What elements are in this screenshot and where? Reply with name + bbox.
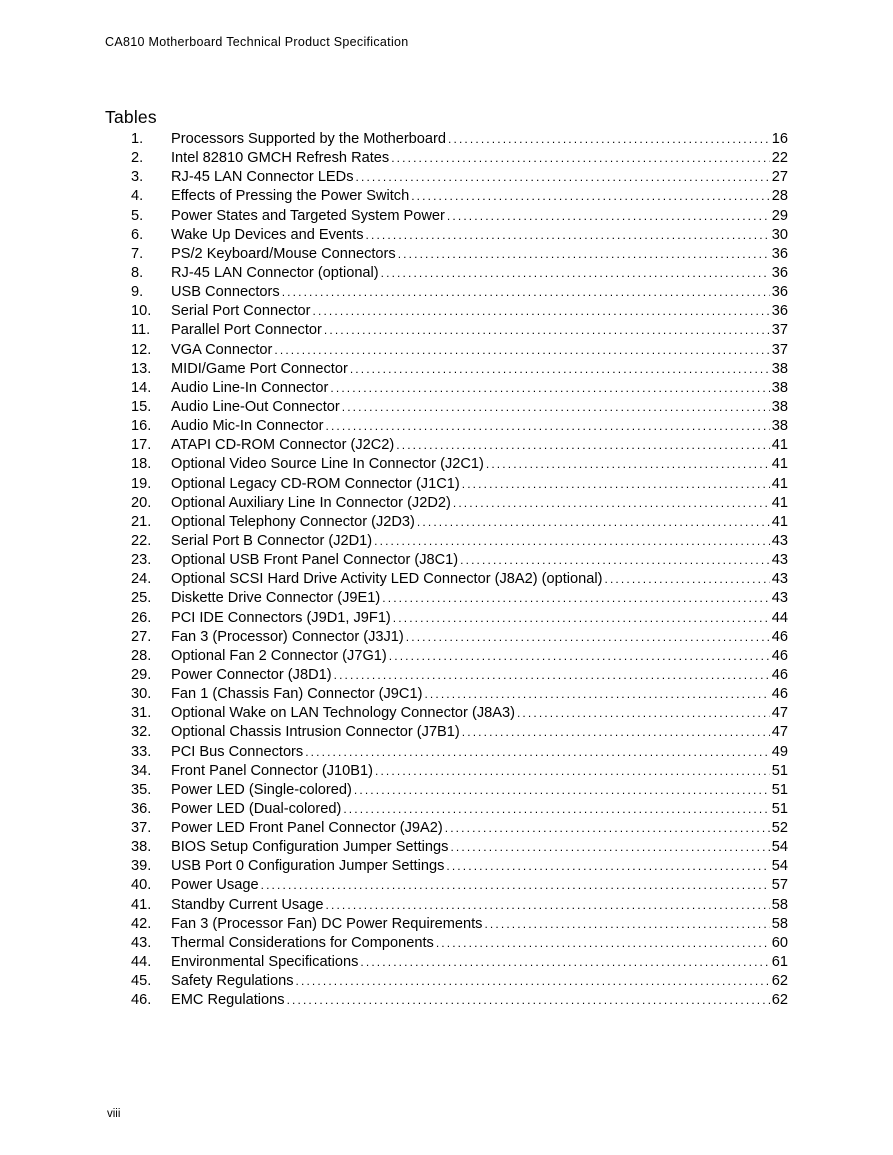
toc-number: 7. [131, 245, 144, 262]
toc-entry [171, 915, 788, 934]
toc-number: 1. [131, 131, 144, 147]
toc-entry [171, 264, 788, 283]
toc-number: 11. [131, 322, 151, 339]
toc-entry [171, 551, 788, 570]
toc-number: 38. [131, 839, 152, 856]
toc-title: USB Port 0 Configuration Jumper Settings [171, 858, 445, 875]
toc-page-number: 43 [771, 571, 788, 588]
toc-entry [171, 341, 788, 360]
dot-leader [389, 647, 770, 666]
toc-number: 29. [131, 666, 152, 683]
toc-number: 33. [131, 743, 152, 760]
toc-row[interactable] [0, 972, 893, 991]
toc-entry [171, 666, 788, 685]
toc-number: 19. [131, 475, 152, 492]
toc-entry [171, 896, 788, 915]
toc-row[interactable] [0, 149, 893, 168]
dot-leader [436, 934, 770, 953]
toc-title: Intel 82810 GMCH Refresh Rates [171, 150, 390, 167]
dot-leader [330, 379, 769, 398]
toc-entry [171, 953, 788, 972]
dot-leader [391, 149, 770, 168]
toc-row[interactable] [0, 551, 893, 570]
toc-title: Optional SCSI Hard Drive Activity LED Connector (J8A2) (optional) [171, 571, 603, 588]
toc-title: Parallel Port Connector [171, 322, 322, 339]
toc-row[interactable] [0, 494, 893, 513]
toc-title: EMC Regulations [171, 992, 285, 1009]
dot-leader [448, 130, 770, 149]
dot-leader [305, 743, 770, 762]
toc-number: 22. [131, 532, 152, 549]
toc-row[interactable] [0, 379, 893, 398]
toc-page-number: 37 [771, 322, 788, 339]
toc-title: Effects of Pressing the Power Switch [171, 188, 410, 205]
toc-title: Safety Regulations [171, 973, 294, 990]
toc-row[interactable] [0, 589, 893, 608]
toc-page-number: 43 [771, 590, 788, 607]
toc-entry [171, 149, 788, 168]
running-header: CA810 Motherboard Technical Product Specification [105, 35, 409, 49]
toc-entry [171, 532, 788, 551]
toc-row[interactable] [0, 360, 893, 379]
toc-title: Optional Legacy CD-ROM Connector (J1C1) [171, 475, 460, 492]
toc-entry [171, 226, 788, 245]
dot-leader [446, 857, 769, 876]
toc-number: 45. [131, 973, 152, 990]
toc-entry [171, 743, 788, 762]
toc-entry [171, 819, 788, 838]
toc-row[interactable] [0, 876, 893, 895]
toc-title: Processors Supported by the Motherboard [171, 131, 447, 147]
toc-number: 21. [131, 513, 152, 530]
toc-number: 35. [131, 781, 152, 798]
dot-leader [460, 551, 770, 570]
toc-title: RJ-45 LAN Connector (optional) [171, 264, 379, 281]
toc-row[interactable] [0, 226, 893, 245]
toc-title: RJ-45 LAN Connector LEDs [171, 169, 354, 186]
tables-list [0, 130, 893, 1010]
toc-row[interactable] [0, 264, 893, 283]
toc-row[interactable] [0, 819, 893, 838]
toc-page-number: 47 [771, 705, 788, 722]
toc-page-number: 28 [771, 188, 788, 205]
toc-row[interactable] [0, 685, 893, 704]
dot-leader [343, 800, 769, 819]
toc-number: 15. [131, 398, 152, 415]
toc-page-number: 29 [771, 207, 788, 224]
toc-number: 10. [131, 303, 152, 320]
toc-number: 5. [131, 207, 144, 224]
toc-entry [171, 762, 788, 781]
toc-row[interactable] [0, 302, 893, 321]
dot-leader [261, 876, 770, 895]
toc-page-number: 49 [771, 743, 788, 760]
toc-title: PCI Bus Connectors [171, 743, 304, 760]
toc-page-number: 46 [771, 647, 788, 664]
toc-entry [171, 513, 788, 532]
toc-entry [171, 187, 788, 206]
dot-leader [375, 762, 770, 781]
toc-title: Power Connector (J8D1) [171, 666, 332, 683]
dot-leader [354, 781, 770, 800]
toc-title: Audio Mic-In Connector [171, 418, 324, 435]
section-heading-tables: Tables [105, 107, 157, 127]
toc-row[interactable] [0, 800, 893, 819]
toc-page-number: 52 [771, 820, 788, 837]
toc-title: Optional Chassis Intrusion Connector (J7B1) [171, 724, 460, 741]
dot-leader [484, 915, 769, 934]
toc-row[interactable] [0, 207, 893, 226]
toc-title: Power States and Targeted System Power [171, 207, 445, 224]
toc-number: 34. [131, 762, 152, 779]
toc-entry [171, 685, 788, 704]
toc-title: Power LED (Single-colored) [171, 781, 352, 798]
toc-page-number: 30 [771, 226, 788, 243]
toc-title: Serial Port Connector [171, 303, 311, 320]
toc-title: Wake Up Devices and Events [171, 226, 364, 243]
toc-title: Front Panel Connector (J10B1) [171, 762, 373, 779]
dot-leader [411, 187, 770, 206]
toc-row[interactable] [0, 245, 893, 264]
toc-entry [171, 838, 788, 857]
toc-number: 36. [131, 800, 152, 817]
toc-page-number: 46 [771, 686, 788, 703]
toc-entry [171, 570, 788, 589]
toc-title: Environmental Specifications [171, 954, 359, 971]
toc-row[interactable] [0, 570, 893, 589]
dot-leader [296, 972, 770, 991]
dot-leader [447, 207, 770, 226]
toc-page-number: 44 [771, 609, 788, 626]
toc-number: 24. [131, 571, 152, 588]
toc-entry [171, 321, 788, 340]
dot-leader [462, 723, 770, 742]
toc-row[interactable] [0, 513, 893, 532]
toc-entry [171, 857, 788, 876]
toc-row[interactable] [0, 647, 893, 666]
toc-number: 41. [131, 896, 152, 913]
toc-title: VGA Connector [171, 341, 273, 358]
dot-leader [453, 494, 770, 513]
dot-leader [486, 455, 770, 474]
toc-number: 39. [131, 858, 152, 875]
toc-title: BIOS Setup Configuration Jumper Settings [171, 839, 449, 856]
toc-entry [171, 609, 788, 628]
toc-entry [171, 991, 788, 1010]
toc-page-number: 36 [771, 264, 788, 281]
toc-entry [171, 972, 788, 991]
toc-entry [171, 647, 788, 666]
toc-entry [171, 723, 788, 742]
dot-leader [605, 570, 770, 589]
toc-number: 43. [131, 934, 152, 951]
toc-title: MIDI/Game Port Connector [171, 360, 348, 377]
toc-row[interactable] [0, 341, 893, 360]
toc-row[interactable] [0, 915, 893, 934]
dot-leader [396, 436, 769, 455]
toc-page-number: 41 [771, 494, 788, 511]
toc-row[interactable] [0, 781, 893, 800]
toc-row[interactable] [0, 953, 893, 972]
dot-leader [326, 417, 770, 436]
toc-row[interactable] [0, 838, 893, 857]
toc-title: Audio Line-Out Connector [171, 398, 340, 415]
toc-number: 40. [131, 877, 152, 894]
toc-page-number: 62 [771, 973, 788, 990]
toc-number: 26. [131, 609, 152, 626]
toc-row[interactable] [0, 417, 893, 436]
toc-row[interactable] [0, 896, 893, 915]
toc-number: 28. [131, 647, 152, 664]
toc-number: 27. [131, 628, 152, 645]
toc-page-number: 41 [771, 475, 788, 492]
toc-title: Optional Video Source Line In Connector (J2C1) [171, 456, 484, 473]
toc-page-number: 38 [771, 398, 788, 415]
toc-entry [171, 628, 788, 647]
toc-row[interactable] [0, 704, 893, 723]
toc-page-number: 16 [771, 131, 788, 147]
toc-row[interactable] [0, 532, 893, 551]
toc-row[interactable] [0, 187, 893, 206]
toc-title: Fan 3 (Processor Fan) DC Power Requirements [171, 915, 483, 932]
toc-number: 46. [131, 992, 152, 1009]
toc-page-number: 36 [771, 245, 788, 262]
toc-title: PCI IDE Connectors (J9D1, J9F1) [171, 609, 391, 626]
toc-page-number: 37 [771, 341, 788, 358]
dot-leader [324, 321, 770, 340]
toc-number: 42. [131, 915, 152, 932]
dot-leader [326, 896, 770, 915]
toc-page-number: 36 [771, 284, 788, 301]
toc-number: 30. [131, 686, 152, 703]
toc-title: USB Connectors [171, 284, 280, 301]
toc-page-number: 54 [771, 839, 788, 856]
toc-entry [171, 130, 788, 149]
dot-leader [356, 168, 770, 187]
toc-title: Optional Auxiliary Line In Connector (J2D2) [171, 494, 451, 511]
toc-number: 31. [131, 705, 152, 722]
toc-number: 23. [131, 552, 152, 569]
dot-leader [417, 513, 770, 532]
dot-leader [313, 302, 770, 321]
toc-page-number: 46 [771, 666, 788, 683]
toc-page-number: 62 [771, 992, 788, 1009]
toc-number: 3. [131, 169, 144, 186]
toc-title: Optional USB Front Panel Connector (J8C1) [171, 552, 459, 569]
toc-number: 20. [131, 494, 152, 511]
toc-title: Optional Wake on LAN Technology Connector (J8A3) [171, 705, 515, 722]
toc-title: Serial Port B Connector (J2D1) [171, 532, 373, 549]
toc-page-number: 54 [771, 858, 788, 875]
toc-entry [171, 436, 788, 455]
toc-page-number: 46 [771, 628, 788, 645]
toc-entry [171, 781, 788, 800]
toc-row[interactable] [0, 934, 893, 953]
dot-leader [424, 685, 769, 704]
toc-row[interactable] [0, 743, 893, 762]
toc-title: ATAPI CD-ROM Connector (J2C2) [171, 437, 395, 454]
page-number: viii [107, 1108, 121, 1120]
toc-page-number: 58 [771, 896, 788, 913]
dot-leader [406, 628, 770, 647]
toc-title: Power LED Front Panel Connector (J9A2) [171, 820, 443, 837]
toc-title: Optional Telephony Connector (J2D3) [171, 513, 415, 530]
dot-leader [342, 398, 770, 417]
dot-leader [398, 245, 770, 264]
dot-leader [334, 666, 770, 685]
toc-page-number: 58 [771, 915, 788, 932]
toc-number: 4. [131, 188, 144, 205]
toc-page-number: 22 [771, 150, 788, 167]
dot-leader [350, 360, 770, 379]
toc-entry [171, 360, 788, 379]
toc-entry [171, 475, 788, 494]
toc-row[interactable] [0, 991, 893, 1010]
toc-number: 14. [131, 379, 152, 396]
toc-row[interactable] [0, 762, 893, 781]
dot-leader [366, 226, 770, 245]
dot-leader [450, 838, 769, 857]
toc-page-number: 51 [771, 781, 788, 798]
toc-entry [171, 494, 788, 513]
toc-title: Thermal Considerations for Components [171, 934, 434, 951]
toc-number: 16. [131, 418, 152, 435]
toc-entry [171, 168, 788, 187]
toc-page-number: 38 [771, 379, 788, 396]
toc-row[interactable] [0, 628, 893, 647]
toc-title: Power Usage [171, 877, 259, 894]
toc-number: 18. [131, 456, 152, 473]
toc-page-number: 57 [771, 877, 788, 894]
toc-entry [171, 379, 788, 398]
toc-page-number: 41 [771, 456, 788, 473]
toc-number: 2. [131, 150, 144, 167]
dot-leader [287, 991, 770, 1010]
dot-leader [382, 589, 770, 608]
toc-page-number: 38 [771, 418, 788, 435]
toc-number: 12. [131, 341, 152, 358]
toc-page-number: 61 [771, 954, 788, 971]
toc-page-number: 60 [771, 934, 788, 951]
toc-row[interactable] [0, 436, 893, 455]
toc-page-number: 27 [771, 169, 788, 186]
toc-number: 25. [131, 590, 152, 607]
toc-number: 13. [131, 360, 152, 377]
toc-title: Optional Fan 2 Connector (J7G1) [171, 647, 387, 664]
toc-number: 8. [131, 264, 144, 281]
toc-page-number: 51 [771, 762, 788, 779]
toc-title: Fan 3 (Processor) Connector (J3J1) [171, 628, 404, 645]
toc-title: Standby Current Usage [171, 896, 324, 913]
dot-leader [381, 264, 770, 283]
toc-page-number: 43 [771, 532, 788, 549]
toc-number: 44. [131, 954, 152, 971]
dot-leader [374, 532, 770, 551]
toc-page-number: 41 [771, 437, 788, 454]
toc-title: Audio Line-In Connector [171, 379, 329, 396]
toc-title: Power LED (Dual-colored) [171, 800, 342, 817]
toc-entry [171, 207, 788, 226]
toc-entry [171, 800, 788, 819]
toc-title: PS/2 Keyboard/Mouse Connectors [171, 245, 396, 262]
toc-entry [171, 876, 788, 895]
toc-number: 9. [131, 284, 144, 301]
toc-row[interactable] [0, 398, 893, 417]
toc-page-number: 51 [771, 800, 788, 817]
toc-row[interactable] [0, 609, 893, 628]
toc-entry [171, 704, 788, 723]
toc-page-number: 43 [771, 552, 788, 569]
toc-row[interactable] [0, 283, 893, 302]
toc-row[interactable] [0, 857, 893, 876]
toc-page-number: 41 [771, 513, 788, 530]
dot-leader [282, 283, 770, 302]
toc-number: 37. [131, 820, 152, 837]
toc-title: Diskette Drive Connector (J9E1) [171, 590, 381, 607]
toc-entry [171, 283, 788, 302]
toc-entry [171, 455, 788, 474]
toc-number: 17. [131, 437, 152, 454]
toc-number: 6. [131, 226, 144, 243]
toc-page-number: 47 [771, 724, 788, 741]
dot-leader [517, 704, 770, 723]
toc-row[interactable] [0, 475, 893, 494]
toc-entry [171, 934, 788, 953]
toc-entry [171, 417, 788, 436]
dot-leader [393, 609, 770, 628]
toc-row[interactable] [0, 321, 893, 340]
toc-row[interactable] [0, 455, 893, 474]
dot-leader [274, 341, 769, 360]
toc-row[interactable] [0, 723, 893, 742]
dot-leader [462, 475, 770, 494]
toc-row[interactable] [0, 666, 893, 685]
toc-page-number: 36 [771, 303, 788, 320]
toc-row[interactable] [0, 168, 893, 187]
toc-entry [171, 398, 788, 417]
dot-leader [360, 953, 769, 972]
toc-entry [171, 245, 788, 264]
toc-page-number: 38 [771, 360, 788, 377]
toc-row[interactable] [0, 130, 893, 149]
toc-entry [171, 302, 788, 321]
toc-title: Fan 1 (Chassis Fan) Connector (J9C1) [171, 686, 423, 703]
toc-number: 32. [131, 724, 152, 741]
dot-leader [445, 819, 770, 838]
toc-entry [171, 589, 788, 608]
